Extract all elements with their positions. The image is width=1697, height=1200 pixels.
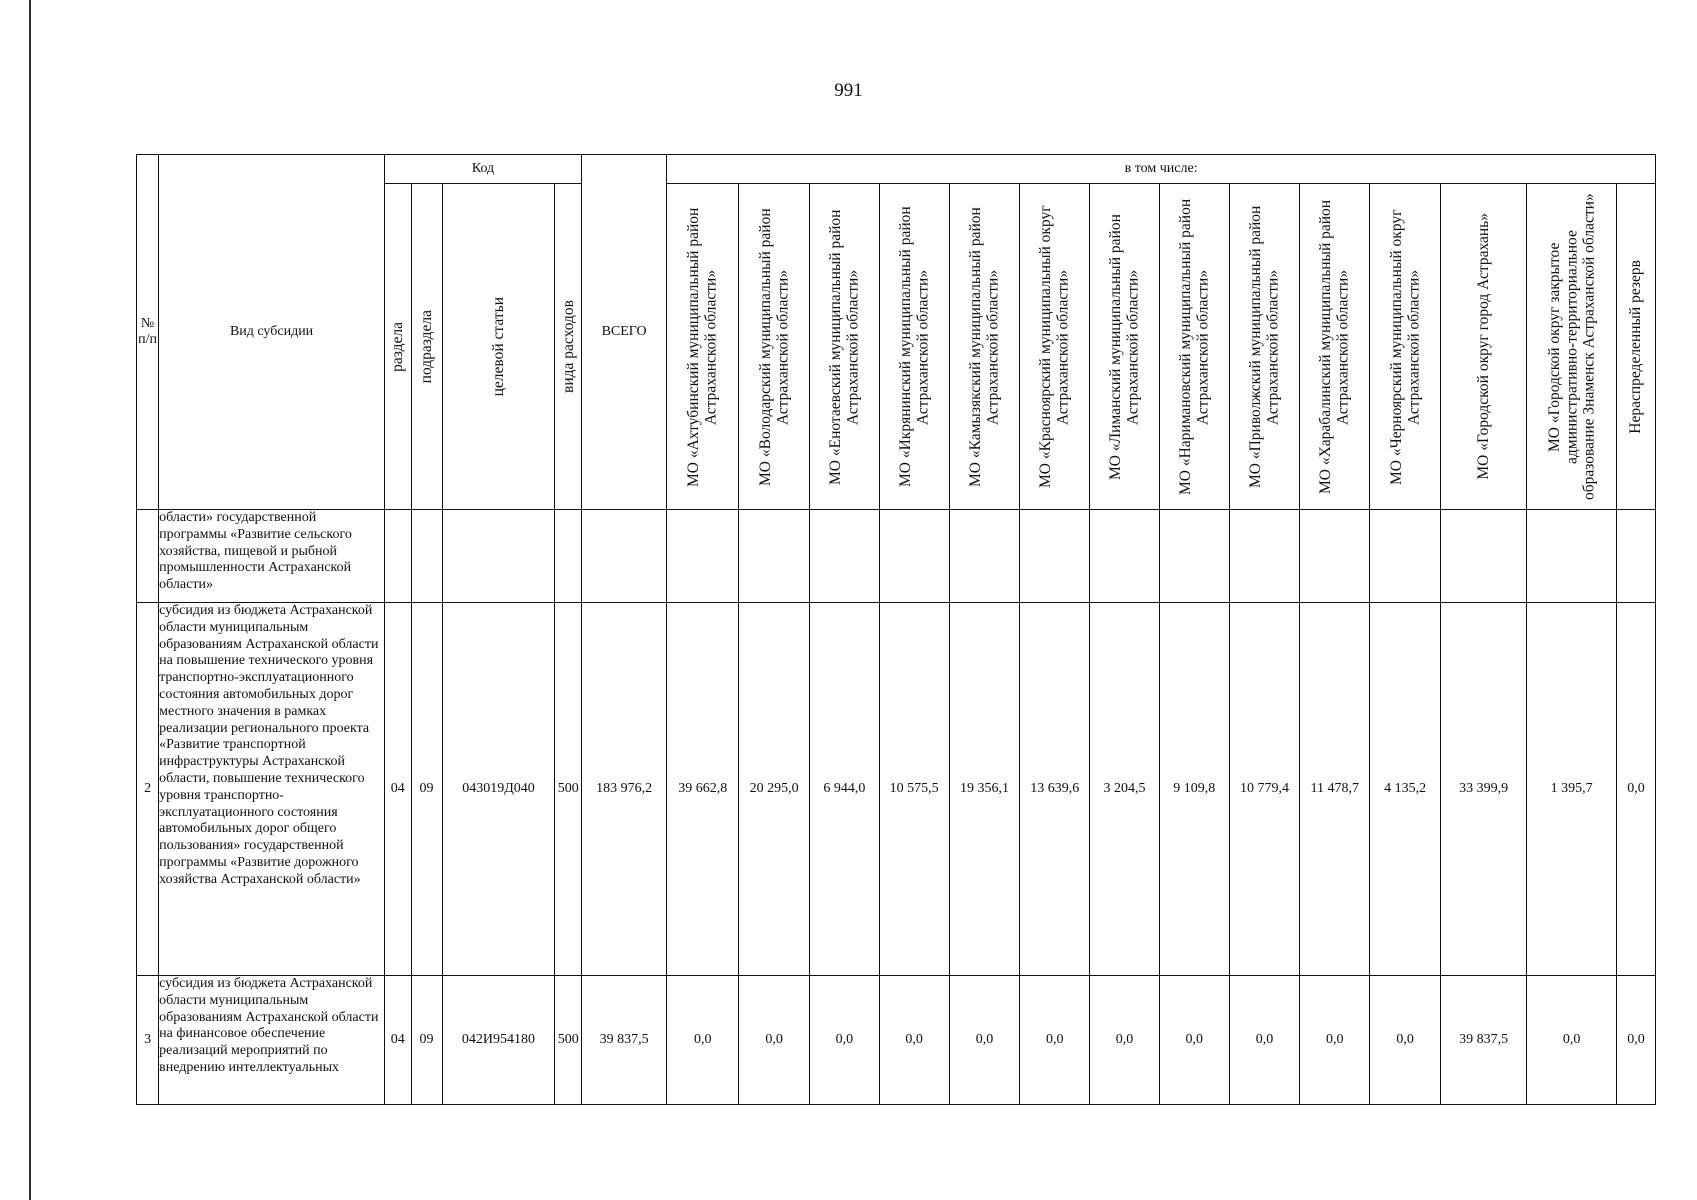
row-section-code: 04 (384, 603, 411, 976)
table-row (137, 603, 1656, 976)
page-number: 991 (834, 80, 863, 101)
row-subsection-code: 09 (411, 976, 442, 1105)
header-code: Код (384, 155, 581, 184)
row-municipality-value-14: 0,0 (1617, 603, 1656, 976)
header-municipality-14-label: Нераспределенный резерв (1627, 259, 1645, 434)
row-municipality-value-7: 3 204,5 (1090, 603, 1160, 976)
row-municipality-value-2: 20 295,0 (739, 603, 810, 976)
header-code-target-article-label: целевой статьи (489, 296, 507, 397)
row-municipality-value-9: 0,0 (1229, 976, 1300, 1105)
row-municipality-value-4 (879, 510, 949, 603)
header-municipality-2 (739, 184, 810, 510)
row-municipality-value-1: 0,0 (667, 976, 739, 1105)
row-municipality-value-8: 9 109,8 (1159, 603, 1229, 976)
row-municipality-value-7: 0,0 (1090, 976, 1160, 1105)
row-municipality-value-5: 0,0 (949, 976, 1020, 1105)
scan-edge-line (29, 0, 31, 1200)
header-municipality-1-label: МО «Ахтубинский муниципальный район Астраханской области» (685, 206, 720, 487)
header-municipality-11-label: МО «Черноярский муниципальный округ Астраханской области» (1387, 208, 1423, 485)
header-municipality-6-label: МО «Красноярский муниципальный округ Астраханской области» (1037, 205, 1072, 488)
row-municipality-value-8 (1159, 510, 1229, 603)
header-code-expense-type-label: вида расходов (559, 300, 577, 393)
row-section-code (384, 510, 411, 603)
row-municipality-value-6: 13 639,6 (1020, 603, 1090, 976)
row-target-article-code: 043019Д040 (442, 603, 555, 976)
header-municipality-8 (1159, 184, 1229, 510)
header-municipality-14 (1617, 184, 1656, 510)
row-municipality-value-2: 0,0 (739, 976, 810, 1105)
row-municipality-value-9: 10 779,4 (1229, 603, 1300, 976)
header-code-expense-type (555, 184, 582, 510)
header-municipality-5-label: МО «Камызякский муниципальный район Астраханской области» (967, 206, 1002, 487)
header-municipality-8-label: МО «Наримановский муниципальный район Астраханской области» (1176, 198, 1212, 495)
header-code-section (384, 184, 411, 510)
row-municipality-value-6: 0,0 (1020, 976, 1090, 1105)
header-including: в том числе: (667, 155, 1656, 184)
row-number: 3 (137, 976, 159, 1105)
row-municipality-value-5 (949, 510, 1020, 603)
header-municipality-4-label: МО «Икрянинский муниципальный район Астраханской области» (896, 206, 932, 487)
row-municipality-value-2 (739, 510, 810, 603)
row-municipality-value-4: 0,0 (879, 976, 949, 1105)
row-municipality-value-13: 1 395,7 (1527, 603, 1617, 976)
row-municipality-value-11: 4 135,2 (1370, 603, 1441, 976)
row-number: 2 (137, 603, 159, 976)
header-code-section-label: раздела (389, 321, 407, 372)
header-municipality-1 (667, 184, 739, 510)
row-description: субсидия из бюджета Астраханской области муниципальным образованиям Астраханской области на финансовое обеспечение реализаций мероприятий по внедрению интеллектуальных (159, 976, 385, 1105)
header-code-subsection (411, 184, 442, 510)
header-municipality-9 (1229, 184, 1300, 510)
header-municipality-4 (879, 184, 949, 510)
row-municipality-value-4: 10 575,5 (879, 603, 949, 976)
row-description: области» государственной программы «Развитие сельского хозяйства, пищевой и рыбной промышленности Астраханской области» (159, 510, 385, 603)
row-municipality-value-13 (1527, 510, 1617, 603)
row-municipality-value-13: 0,0 (1527, 976, 1617, 1105)
row-total: 39 837,5 (582, 976, 667, 1105)
header-code-subsection-label: подраздела (417, 309, 435, 384)
table-row (137, 510, 1656, 603)
header-num: № п/п (137, 155, 159, 510)
row-total: 183 976,2 (582, 603, 667, 976)
header-subsidy-type: Вид субсидии (159, 155, 385, 510)
header-municipality-6 (1020, 184, 1090, 510)
header-code-target-article (442, 184, 555, 510)
row-expense-type-code (555, 510, 582, 603)
header-municipality-7-label: МО «Лиманский муниципальный район Астраханской области» (1107, 213, 1142, 480)
table-row (137, 976, 1656, 1105)
row-total (582, 510, 667, 603)
row-municipality-value-11: 0,0 (1370, 976, 1441, 1105)
row-municipality-value-11 (1370, 510, 1441, 603)
row-number (137, 510, 159, 603)
row-municipality-value-3 (810, 510, 880, 603)
row-municipality-value-6 (1020, 510, 1090, 603)
row-subsection-code: 09 (411, 603, 442, 976)
row-expense-type-code: 500 (555, 603, 582, 976)
header-municipality-9-label: МО «Приволжский муниципальный район Астраханской области» (1247, 205, 1282, 488)
header-municipality-12 (1440, 184, 1526, 510)
row-target-article-code: 042И954180 (442, 976, 555, 1105)
subsidy-table (136, 154, 1656, 1105)
row-municipality-value-10 (1300, 510, 1370, 603)
row-subsection-code (411, 510, 442, 603)
header-municipality-11 (1370, 184, 1441, 510)
row-municipality-value-12: 39 837,5 (1440, 976, 1526, 1105)
row-municipality-value-10: 11 478,7 (1300, 603, 1370, 976)
header-municipality-5 (949, 184, 1020, 510)
row-municipality-value-14: 0,0 (1617, 976, 1656, 1105)
row-municipality-value-14 (1617, 510, 1656, 603)
row-section-code: 04 (384, 976, 411, 1105)
header-municipality-7 (1090, 184, 1160, 510)
row-municipality-value-9 (1229, 510, 1300, 603)
header-municipality-12-label: МО «Городской округ город Астрахань» (1474, 213, 1492, 480)
header-municipality-2-label: МО «Володарский муниципальный район Астраханской области» (756, 207, 792, 486)
header-municipality-3-label: МО «Енотаевский муниципальный район Астраханской области» (827, 208, 862, 485)
row-expense-type-code: 500 (555, 976, 582, 1105)
row-municipality-value-3: 0,0 (810, 976, 880, 1105)
header-municipality-13 (1527, 184, 1617, 510)
row-municipality-value-10: 0,0 (1300, 976, 1370, 1105)
row-municipality-value-12: 33 399,9 (1440, 603, 1526, 976)
header-municipality-13-label: МО «Городской округ закрытое административно-территориальное образование Знаменск Астраханской области» (1545, 193, 1598, 500)
row-description: субсидия из бюджета Астраханской области муниципальным образованиям Астраханской области на повышение технического уровня транспортно-эксплуатационного состояния автомобильных дорог местного значения в рамках реализации регионального проекта «Развитие транспортной инфраструктуры Астраханской области, повышение технического уровня транспортно-эксплуатационного состояния автомобильных дорог общего пользования» государственной программы «Развитие дорожного хозяйства Астраханской области» (159, 603, 385, 976)
row-municipality-value-3: 6 944,0 (810, 603, 880, 976)
row-target-article-code (442, 510, 555, 603)
row-municipality-value-5: 19 356,1 (949, 603, 1020, 976)
header-municipality-3 (810, 184, 880, 510)
row-municipality-value-1: 39 662,8 (667, 603, 739, 976)
header-municipality-10 (1300, 184, 1370, 510)
row-municipality-value-1 (667, 510, 739, 603)
header-municipality-10-label: МО «Харабалинский муниципальный район Астраханской области» (1317, 199, 1352, 494)
row-municipality-value-8: 0,0 (1159, 976, 1229, 1105)
header-total: ВСЕГО (582, 155, 667, 510)
row-municipality-value-12 (1440, 510, 1526, 603)
row-municipality-value-7 (1090, 510, 1160, 603)
